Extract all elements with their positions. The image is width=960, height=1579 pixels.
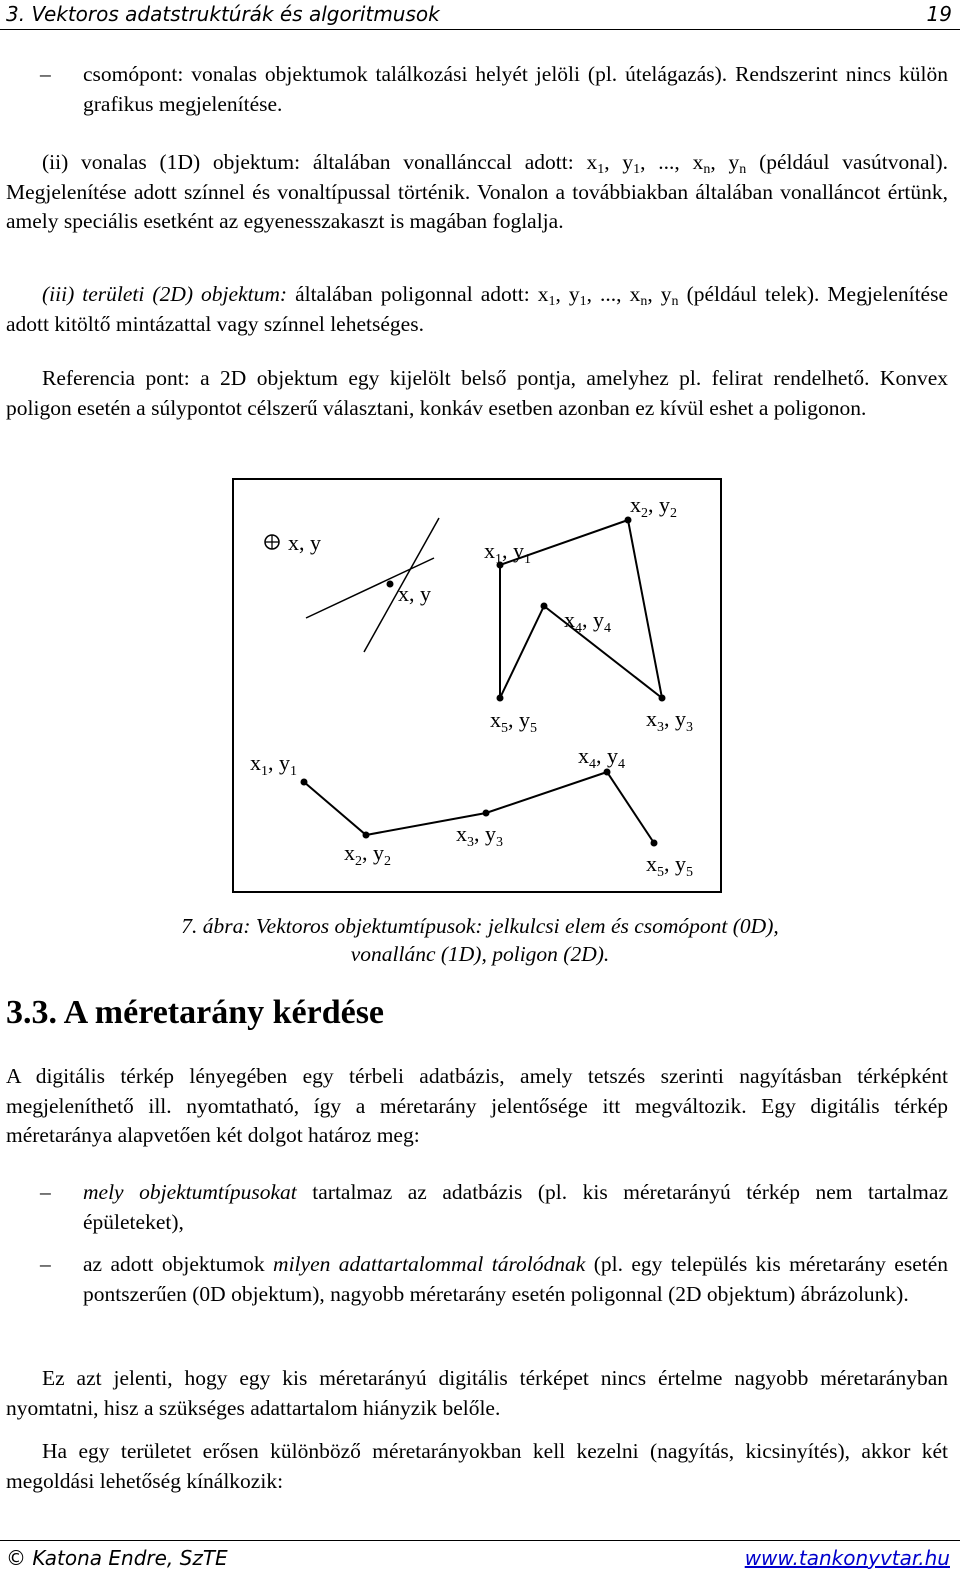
chain-label-3: $x_3$, $y_3$ [456,821,503,850]
paragraph-digital-map: A digitális térkép lényegében egy térbeli adatbázis, amely tetszés szerinti nagyításban térképként megjeleníthető ill. nyomtatható, így a méretarány jelentősége itt megváltozik. Egy digitális térkép méretaránya alapvetően két dolgot határoz meg: [6,1064,948,1147]
header-rule [0,29,960,30]
paragraph-1d: (ii) vonalas (1D) objektum: általában vonallánccal adott: $x_1$, $y_1$, ..., $x_n$, $y_n$ (például vasútvonal). Megjelenítése adott színnel és vonaltípussal történik. Vonalon a továbbiakban általában vonalláncot értünk, amely speciális esetként az egyenesszakaszt is magában foglalja. [6,150,948,233]
chapter-title: 3. Vektoros adatstruktúrák és algoritmusok [6,2,440,26]
caption-line-1: 7. ábra: Vektoros objektumtípusok: jelkulcsi elem és csomópont (0D), [181,914,779,938]
chain-label-4: $x_4$, $y_4$ [578,743,625,772]
author-credit: © Katona Endre, SzTE [6,1546,228,1570]
page-footer [0,1540,960,1579]
chain-label-2: $x_2$, $y_2$ [344,840,391,869]
paragraph-reference-point: Referencia pont: a 2D objektum egy kijelölt belső pontja, amelyhez pl. felirat rendelhető. Konvex poligon esetén a súlypontot célszerű választani, konkáv esetben azonban ez kívül eshet a poligonon. [6,366,948,420]
list-dash: – [40,1252,51,1276]
publisher-link[interactable]: www.tankonyvtar.hu [744,1546,950,1570]
figure-frame [232,478,722,893]
figure-caption [100,912,860,968]
poly-label-4: $x_4$, $y_4$ [564,607,611,636]
node-point [387,581,394,588]
chain-label-5: $x_5$, $y_5$ [646,851,693,880]
polygon [500,520,662,698]
paragraph-handling: Ha egy területet erősen különböző méretarányokban kell kezelni (nagyítás, kicsinyítés), akkor két megoldási lehetőség kínálkozik: [6,1439,948,1493]
poly-label-2: $x_2$, $y_2$ [630,492,677,521]
point-label: x, y [288,530,321,555]
list-item-text: csomópont: vonalas objektumok találkozási helyét jelöli (pl. útelágazás). Rendszerint nincs külön grafikus megjelenítése. [83,62,948,116]
page-number: 19 [926,2,952,26]
poly-label-3: $x_3$, $y_3$ [646,706,693,735]
paragraph-meaning: Ez azt jelenti, hogy egy kis méretarányú digitális térképet nincs értelme nagyobb méretarányban nyomtatni, hisz a szükséges adattartalom hiányzik belőle. [6,1366,948,1420]
vector-objects-figure [234,480,720,891]
page-header [0,0,960,28]
footer-rule [0,1540,960,1541]
paragraph-2d: (iii) területi (2D) objektum: általában poligonnal adott: $x_1$, $y_1$, ..., $x_n$, $y_n$ (például telek). Megjelenítése adott kitöltő mintázattal vagy színnel lehetséges. [6,282,949,336]
poly-label-1: $x_1$, $y_1$ [484,538,531,567]
chain-label-1: $x_1$, $y_1$ [250,750,297,779]
list-dash: – [40,1180,51,1204]
poly-label-5: $x_5$, $y_5$ [490,707,537,736]
list-item-text: mely objektumtípusokat tartalmaz az adatbázis (pl. kis méretarányú térkép nem tartalmaz épületeket), [83,1180,948,1234]
point-symbol-icon [265,535,279,549]
node-label: x, y [398,581,431,606]
caption-line-2: vonallánc (1D), poligon (2D). [350,942,610,966]
section-heading: 3.3. A méretarány kérdése [6,994,385,1031]
list-item-text: az adott objektumok milyen adattartalommal tárolódnak (pl. egy település kis méretarány esetén pontszerűen (0D objektum), nagyobb méretarány esetén poligonnal (2D objektum) ábrázolunk). [83,1252,949,1306]
list-dash: – [40,62,51,86]
